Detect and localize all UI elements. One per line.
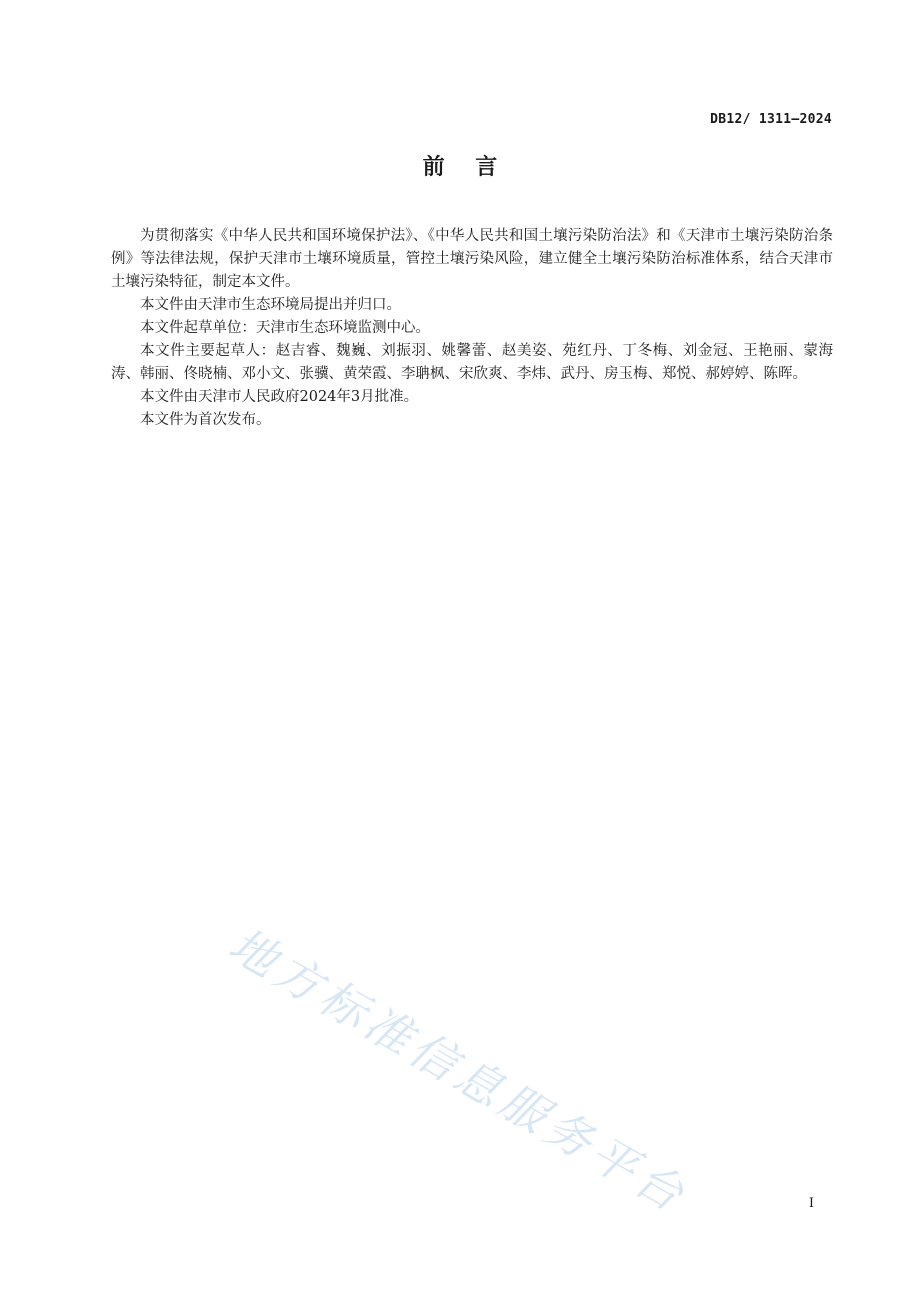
paragraph-drafters: 本文件主要起草人：赵吉睿、魏巍、刘振羽、姚馨蕾、赵美姿、苑红丹、丁冬梅、刘金冠、王艳丽、蒙海涛、韩丽、佟晓楠、邓小文、张骥、黄荣霞、李聃枫、宋欣爽、李炜、武丹、房玉梅、郑悦、郝婷婷、陈晖。	[111, 343, 833, 382]
page-number: I	[808, 1196, 814, 1211]
paragraph-drafting-unit: 本文件起草单位：天津市生态环境监测中心。	[140, 320, 430, 336]
paragraph-proposer: 本文件由天津市生态环境局提出并归口。	[140, 297, 401, 313]
paragraph-release: 本文件为首次发布。	[140, 412, 271, 428]
document-body	[111, 225, 833, 432]
page-title: 前 言	[422, 155, 498, 180]
paragraph-purpose: 为贯彻落实《中华人民共和国环境保护法》、《中华人民共和国土壤污染防治法》和《天津市土壤污染防治条例》等法律法规，保护天津市土壤环境质量，管控土壤污染风险，建立健全土壤污染防治标准体系，结合天津市土壤污染特征，制定本文件。	[111, 228, 833, 290]
watermark: 地方标准信息服务平台	[220, 917, 698, 1224]
paragraph-approval: 本文件由天津市人民政府2024年3月批准。	[140, 389, 419, 405]
standard-code: DB12/ 1311—2024	[710, 112, 832, 127]
